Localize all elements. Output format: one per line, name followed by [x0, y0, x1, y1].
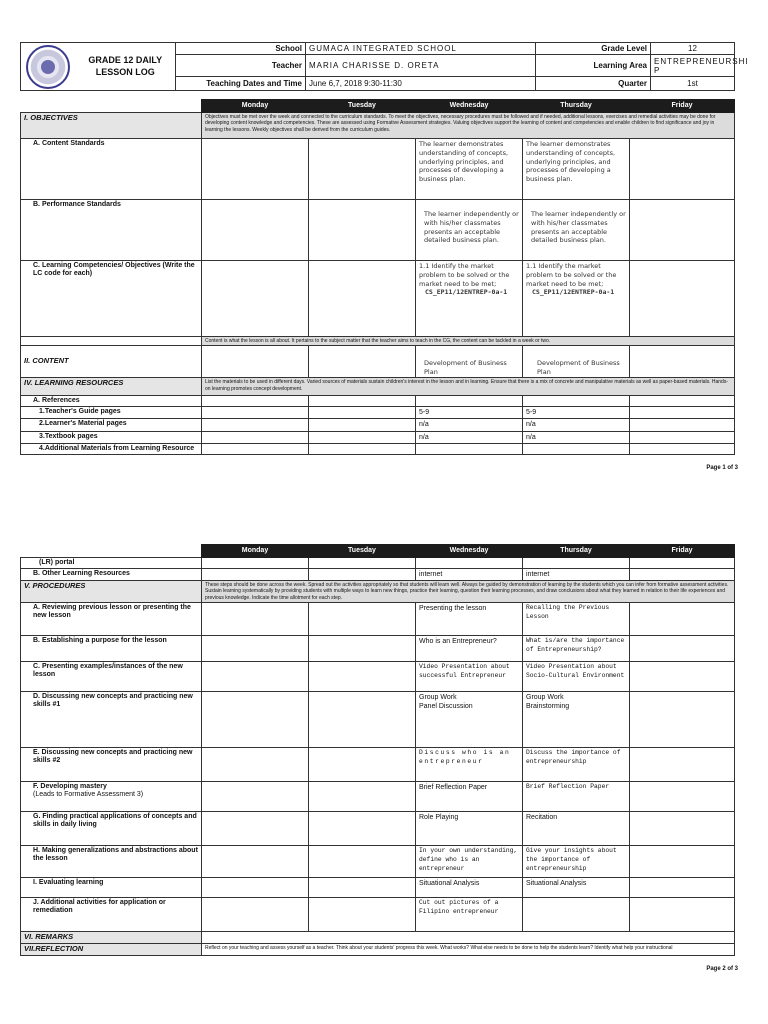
teachers-guide-label: 1.Teacher's Guide pages	[21, 407, 202, 419]
procedure-a-wed: Presenting the lesson	[416, 603, 523, 636]
procedure-c-thu: Video Presentation about Socio-Cultural Environment	[523, 662, 630, 692]
learners-material-label: 2.Learner's Material pages	[21, 419, 202, 431]
performance-standards-thu: The learner independently or with his/her classmates presents an acceptable detailed business plan.	[523, 200, 630, 261]
procedure-c-wed: Video Presentation about successful Entrepreneur	[416, 662, 523, 692]
objectives-note: Objectives must be met over the week and connected to the curriculum standards. To meet the objectives, necessary procedures must be followed and if needed, additional lessons, exercises and remedial activities may be done for developing content knowledge and competencies. These are assessed using Formative Assessment strategies. Valuing objectives support the learning of content and competencies and enable children to find significance and joy in learning the lessons. Weekly objectives shall be derived from the curriculum guides.	[202, 113, 735, 139]
learning-area-value: ENTREPRENEURSHI P	[651, 55, 735, 77]
day-thursday: Thursday	[523, 100, 630, 113]
additional-materials-label: 4.Additional Materials from Learning Resource	[21, 443, 202, 454]
learning-competencies-label: C. Learning Competencies/ Objectives (Write the LC code for each)	[21, 261, 202, 337]
learners-material-wed: n/a	[416, 419, 523, 431]
performance-standards-label: B. Performance Standards	[21, 200, 202, 261]
page-number-1: Page 1 of 3	[706, 465, 738, 471]
textbook-wed: n/a	[416, 431, 523, 443]
procedure-f-sublabel: (Leads to Formative Assessment 3)	[33, 791, 144, 799]
teachers-guide-thu: 5-9	[523, 407, 630, 419]
day-friday: Friday	[630, 100, 735, 113]
content-note: Content is what the lesson is all about. It pertains to the subject matter that the teacher aims to teach in the CG, the content can be tackled in a week or two.	[202, 337, 735, 346]
performance-standards-wed: The learner independently or with his/her classmates presents an acceptable detailed business plan.	[416, 200, 523, 261]
procedure-d-wed: Group Work Panel Discussion	[416, 692, 523, 748]
content-standards-label: A. Content Standards	[21, 139, 202, 200]
lr-portal-label: (LR) portal	[21, 558, 202, 569]
procedure-b-label: B. Establishing a purpose for the lesson	[21, 636, 202, 662]
quarter-label: Quarter	[536, 77, 651, 91]
teacher-label: Teacher	[176, 55, 306, 77]
procedure-e-thu: Discuss the importance of entrepreneurship	[523, 748, 630, 782]
day-tuesday: Tuesday	[309, 545, 416, 558]
procedure-b-wed: Who is an Entrepreneur?	[416, 636, 523, 662]
procedure-b-thu: What is/are the importance of Entrepreneurship?	[523, 636, 630, 662]
remarks-heading: VI. REMARKS	[21, 932, 202, 944]
content-standards-wed: The learner demonstrates understanding of concepts, underlying principles, and processes of developing a business plan.	[416, 139, 523, 200]
day-header-row-2	[21, 545, 735, 558]
day-friday: Friday	[630, 545, 735, 558]
day-wednesday: Wednesday	[416, 100, 523, 113]
procedure-d-label: D. Discussing new concepts and practicing new skills #1	[21, 692, 202, 748]
teaching-dates-label: Teaching Dates and Time	[176, 77, 306, 91]
procedure-i-wed: Situational Analysis	[416, 878, 523, 898]
procedure-g-thu: Recitation	[523, 812, 630, 846]
procedure-d-thu: Group Work Brainstorming	[523, 692, 630, 748]
day-monday: Monday	[202, 100, 309, 113]
other-resources-thu: internet	[523, 569, 630, 581]
procedure-f-wed: Brief Reflection Paper	[416, 782, 523, 812]
learners-material-thu: n/a	[523, 419, 630, 431]
page-number-2: Page 2 of 3	[706, 966, 738, 972]
procedures-heading: V. PROCEDURES	[21, 581, 202, 603]
procedure-c-label: C. Presenting examples/instances of the new lesson	[21, 662, 202, 692]
procedure-a-label: A. Reviewing previous lesson or presenting the new lesson	[21, 603, 202, 636]
quarter-value: 1st	[651, 77, 735, 91]
grade-level-value: 12	[651, 43, 735, 55]
content-thu: Development of Business Plan	[523, 346, 630, 378]
procedure-j-label: J. Additional activities for application or remediation	[21, 898, 202, 932]
content-standards-thu: The learner demonstrates understanding of concepts, underlying principles, and processes of developing a business plan.	[523, 139, 630, 200]
day-thursday: Thursday	[523, 545, 630, 558]
procedure-a-thu: Recalling the Previous Lesson	[523, 603, 630, 636]
textbook-label: 3.Textbook pages	[21, 431, 202, 443]
procedure-h-label: H. Making generalizations and abstractions about the lesson	[21, 846, 202, 878]
content-wed: Development of Business Plan	[416, 346, 523, 378]
procedure-h-wed: In your own understanding, define who is an entrepreneur	[416, 846, 523, 878]
references-label: A. References	[21, 396, 202, 407]
procedure-i-label: I. Evaluating learning	[21, 878, 202, 898]
procedures-note: These steps should be done across the week. Spread out the activities appropriately so that students will learn well. Always be guided by demonstration of learning by the students which you can infer from formative assessment activities. Sustain learning systematically by providing students with multiple ways to learn new things, practice their learning, question their learning processes, and draw conclusions about what they learned in relation to their life experiences and previous knowledge. Indicate the time allotment for each step.	[202, 581, 735, 603]
learning-resources-heading: IV. LEARNING RESOURCES	[21, 378, 202, 396]
procedure-g-wed: Role Playing	[416, 812, 523, 846]
teaching-dates-value: June 6,7, 2018 9:30-11:30	[306, 77, 536, 91]
school-label: School	[176, 43, 306, 55]
procedure-j-wed: Cut out pictures of a Filipino entrepreneur	[416, 898, 523, 932]
learning-resources-note: List the materials to be used in different days. Varied sources of materials sustain children's interest in the lesson and in learning. Ensure that there is a mix of concrete and manipulative materials as well as paper-based materials. Hands-on learning promotes concept development.	[202, 378, 735, 396]
procedure-f-label: F. Developing mastery (Leads to Formative Assessment 3)	[21, 782, 202, 812]
objectives-heading: I. OBJECTIVES	[21, 113, 202, 139]
learning-area-label: Learning Area	[536, 55, 651, 77]
teacher-value: MARIA CHARISSE D. ORETA	[306, 55, 536, 77]
procedure-e-label: E. Discussing new concepts and practicing new skills #2	[21, 748, 202, 782]
day-tuesday: Tuesday	[309, 100, 416, 113]
school-value: GUMACA INTEGRATED SCHOOL	[306, 43, 536, 55]
other-resources-wed: internet	[416, 569, 523, 581]
procedure-e-wed: Discuss who is an entrepreneur	[416, 748, 523, 782]
procedure-f-thu: Brief Reflection Paper	[523, 782, 630, 812]
grade-level-label: Grade Level	[536, 43, 651, 55]
procedure-i-thu: Situational Analysis	[523, 878, 630, 898]
learning-competencies-thu: 1.1 Identify the market problem to be solved or the market need to be met; CS_EP11/12ENTREP-0a-1	[523, 261, 630, 337]
day-wednesday: Wednesday	[416, 545, 523, 558]
learning-competencies-wed: 1.1 Identify the market problem to be solved or the market need to be met; CS_EP11/12ENTREP-0a-1	[416, 261, 523, 337]
procedure-h-thu: Give your insights about the importance of entrepreneurship	[523, 846, 630, 878]
other-resources-label: B. Other Learning Resources	[21, 569, 202, 581]
reflection-note: Reflect on your teaching and assess yourself as a teacher. Think about your students' progress this week. What works? What else needs to be done to help the students learn? Identify what help your instructional	[202, 944, 735, 956]
textbook-thu: n/a	[523, 431, 630, 443]
lesson-table-page2	[20, 544, 735, 956]
reflection-heading: VII.REFLECTION	[21, 944, 202, 956]
content-heading: II. CONTENT	[21, 346, 202, 378]
procedure-g-label: G. Finding practical applications of concepts and skills in daily living	[21, 812, 202, 846]
lesson-log-title: GRADE 12 DAILY LESSON LOG	[76, 43, 176, 91]
day-monday: Monday	[202, 545, 309, 558]
teachers-guide-wed: 5-9	[416, 407, 523, 419]
